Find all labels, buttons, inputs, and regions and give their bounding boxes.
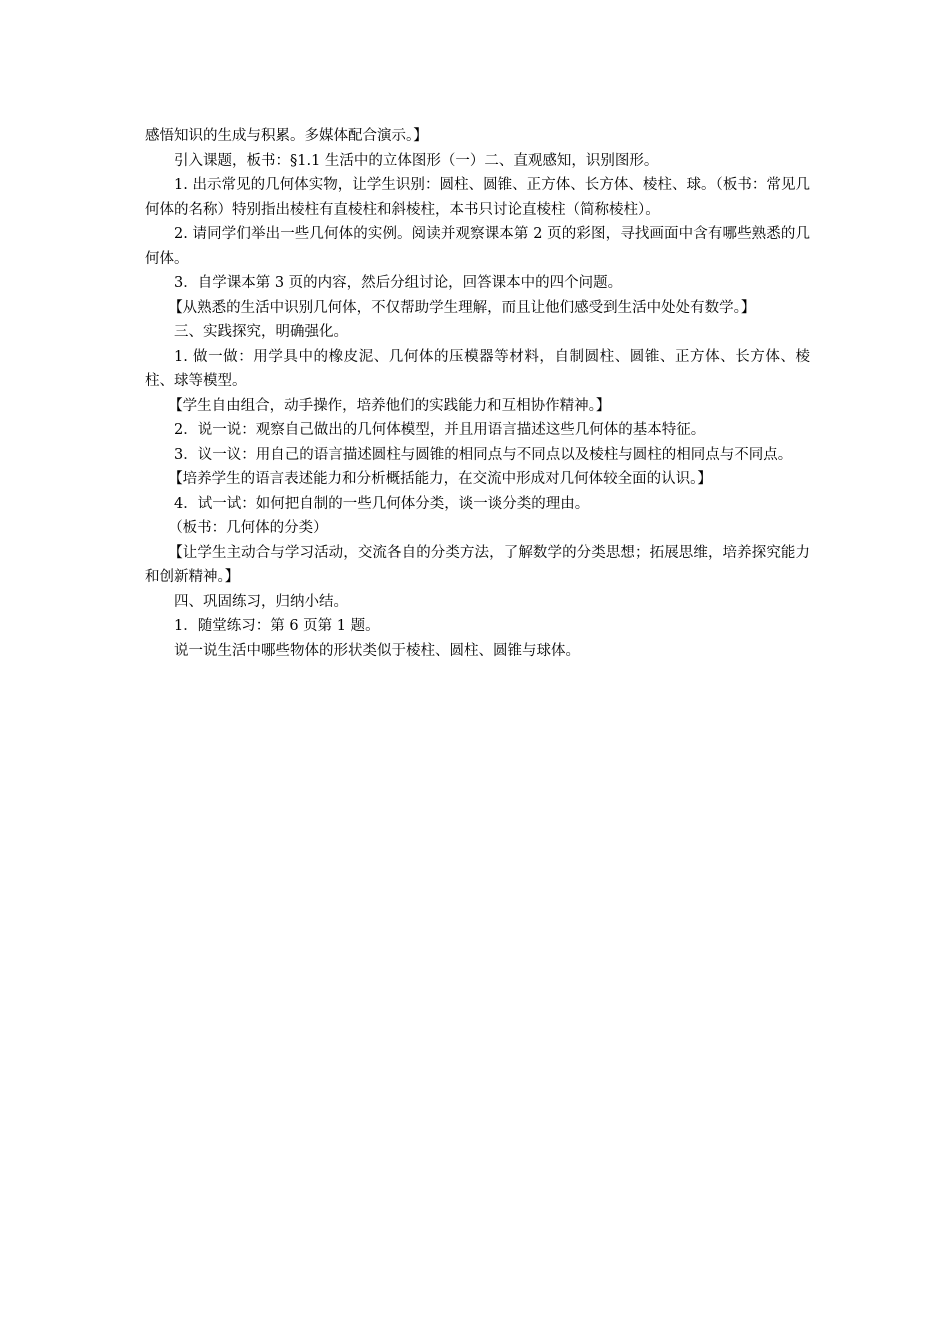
section-heading-4: 四、巩固练习，归纳小结。 xyxy=(174,593,348,610)
section-heading-3: 三、实践探究，明确强化。 xyxy=(174,324,348,340)
paragraph-board-note: （板书：几何体的分类） xyxy=(168,520,328,536)
paragraph-note-4: 【让学生主动合与学习活动，交流各自的分类方法，了解数学的分类思想；拓展思维，培养探究能力和创新精神。】 xyxy=(145,544,810,585)
paragraph-exercise-text: 说一说生活中哪些物体的形状类似于棱柱、圆柱、圆锥与球体。 xyxy=(174,642,580,659)
paragraph-practice-4: 4．试一试：如何把自制的一些几何体分类，谈一谈分类的理由。 xyxy=(174,495,590,512)
paragraph-continuation: 感悟知识的生成与积累。多媒体配合演示。】 xyxy=(145,128,428,144)
paragraph-item-3: 3．自学课本第 3 页的内容，然后分组讨论，回答课本中的四个问题。 xyxy=(174,275,623,291)
paragraph-practice-3: 3．议一议：用自己的语言描述圆柱与圆锥的相同点与不同点以及棱柱与圆柱的相同点与不同点。 xyxy=(174,446,793,463)
paragraph-note-1: 【从熟悉的生活中识别几何体，不仅帮助学生理解，而且让他们感受到生活中处处有数学。】 xyxy=(168,299,756,316)
document-body xyxy=(145,124,810,663)
paragraph-practice-1: 1. 做一做：用学具中的橡皮泥、几何体的压模器等材料，自制圆柱、圆锥、正方体、长方体、棱柱、球等模型。 xyxy=(145,348,810,389)
paragraph-note-2: 【学生自由组合，动手操作，培养他们的实践能力和互相协作精神。】 xyxy=(168,397,611,414)
paragraph-intro: 引入课题，板书：§1.1 生活中的立体图形（一）二、直观感知，识别图形。 xyxy=(174,152,659,169)
paragraph-note-3: 【培养学生的语言表述能力和分析概括能力，在交流中形成对几何体较全面的认识。】 xyxy=(168,471,712,487)
paragraph-practice-2: 2．说一说：观察自己做出的几何体模型，并且用语言描述这些几何体的基本特征。 xyxy=(174,422,706,438)
paragraph-exercise-1: 1．随堂练习：第 6 页第 1 题。 xyxy=(174,618,380,634)
paragraph-item-1: 1. 出示常见的几何体实物，让学生识别：圆柱、圆锥、正方体、长方体、棱柱、球。（板书：常见几何体的名称）特别指出棱柱有直棱柱和斜棱柱，本书只讨论直棱柱（简称棱柱）。 xyxy=(145,177,810,218)
paragraph-item-2: 2. 请同学们举出一些几何体的实例。阅读并观察课本第 2 页的彩图，寻找画面中含有哪些熟悉的几何体。 xyxy=(145,226,810,267)
